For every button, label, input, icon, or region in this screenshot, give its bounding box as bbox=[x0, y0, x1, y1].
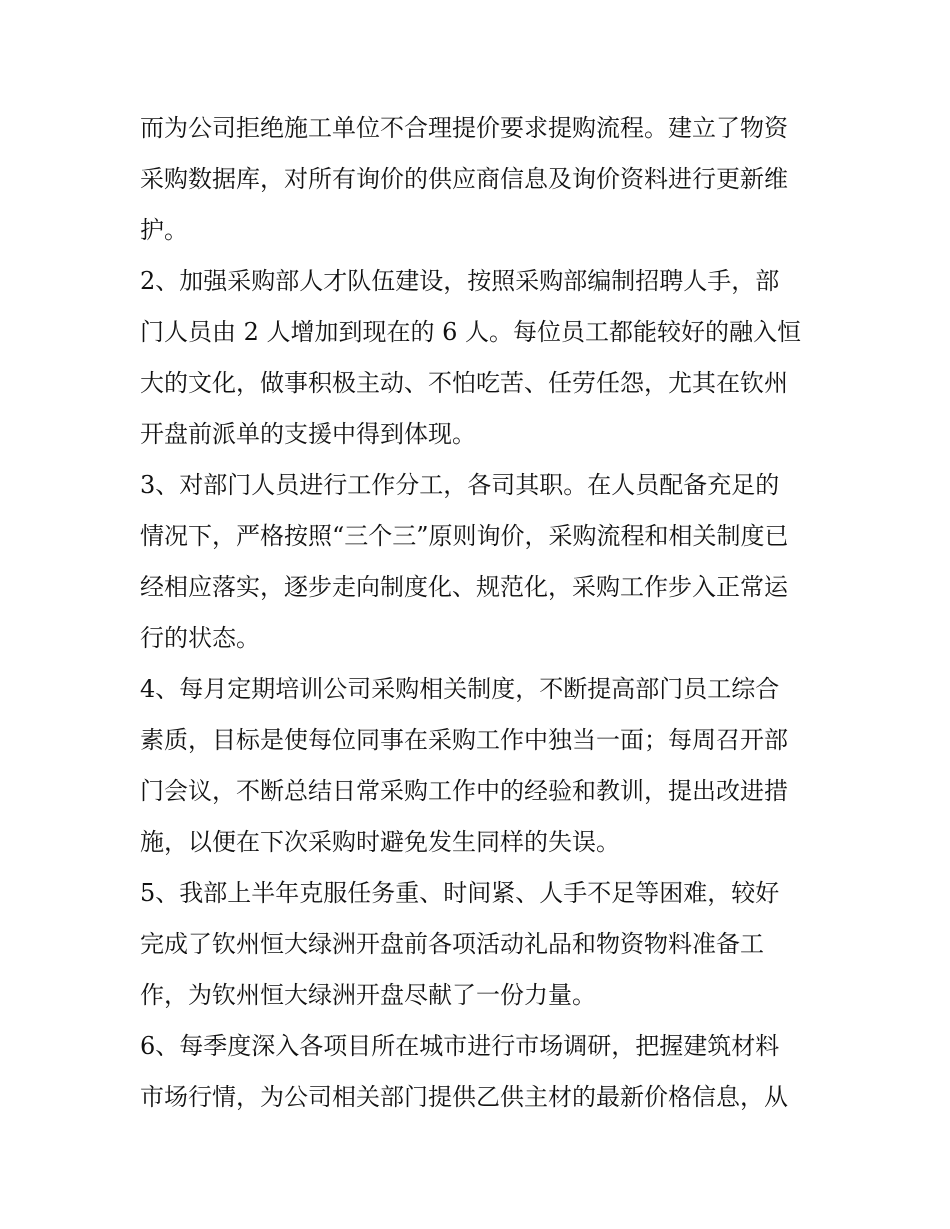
text-line: 采购数据库，对所有询价的供应商信息及询价资料进行更新维 bbox=[140, 165, 788, 193]
text-line: 行的状态。 bbox=[140, 624, 260, 652]
paragraph-1 bbox=[140, 103, 820, 256]
text-line: 门人员由 2 人增加到现在的 6 人。每位员工都能较好的融入恒 bbox=[140, 318, 802, 346]
text-line: 大的文化，做事积极主动、不怕吃苦、任劳任怨，尤其在钦州 bbox=[140, 369, 788, 397]
text-line: 素质，目标是使每位同事在采购工作中独当一面；每周召开部 bbox=[140, 726, 788, 754]
text-line: 情况下，严格按照“三个三”原则询价，采购流程和相关制度已 bbox=[140, 522, 789, 550]
text-line: 6、每季度深入各项目所在城市进行市场调研，把握建筑材料 bbox=[140, 1032, 780, 1060]
text-line: 2、加强采购部人才队伍建设，按照采购部编制招聘人手，部 bbox=[140, 267, 780, 295]
text-line: 5、我部上半年克服任务重、时间紧、人手不足等困难，较好 bbox=[140, 879, 780, 907]
text-line: 3、对部门人员进行工作分工，各司其职。在人员配备充足的 bbox=[140, 471, 780, 499]
text-line: 施，以便在下次采购时避免发生同样的失误。 bbox=[140, 828, 620, 856]
paragraph-6 bbox=[140, 1021, 820, 1123]
text-line: 开盘前派单的支援中得到体现。 bbox=[140, 420, 476, 448]
paragraph-3 bbox=[140, 460, 820, 664]
text-line: 完成了钦州恒大绿洲开盘前各项活动礼品和物资物料准备工 bbox=[140, 930, 764, 958]
text-line: 经相应落实，逐步走向制度化、规范化，采购工作步入正常运 bbox=[140, 573, 788, 601]
paragraph-4 bbox=[140, 664, 820, 868]
text-line: 而为公司拒绝施工单位不合理提价要求提购流程。建立了物资 bbox=[140, 114, 788, 142]
text-line: 护。 bbox=[140, 216, 188, 244]
paragraph-2 bbox=[140, 256, 820, 460]
document-body bbox=[140, 103, 820, 1123]
text-line: 作，为钦州恒大绿洲开盘尽献了一份力量。 bbox=[140, 981, 596, 1009]
text-line: 4、每月定期培训公司采购相关制度，不断提高部门员工综合 bbox=[140, 675, 780, 703]
text-line: 门会议，不断总结日常采购工作中的经验和教训，提出改进措 bbox=[140, 777, 788, 805]
paragraph-5 bbox=[140, 868, 820, 1021]
text-line: 市场行情，为公司相关部门提供乙供主材的最新价格信息，从 bbox=[140, 1083, 788, 1111]
